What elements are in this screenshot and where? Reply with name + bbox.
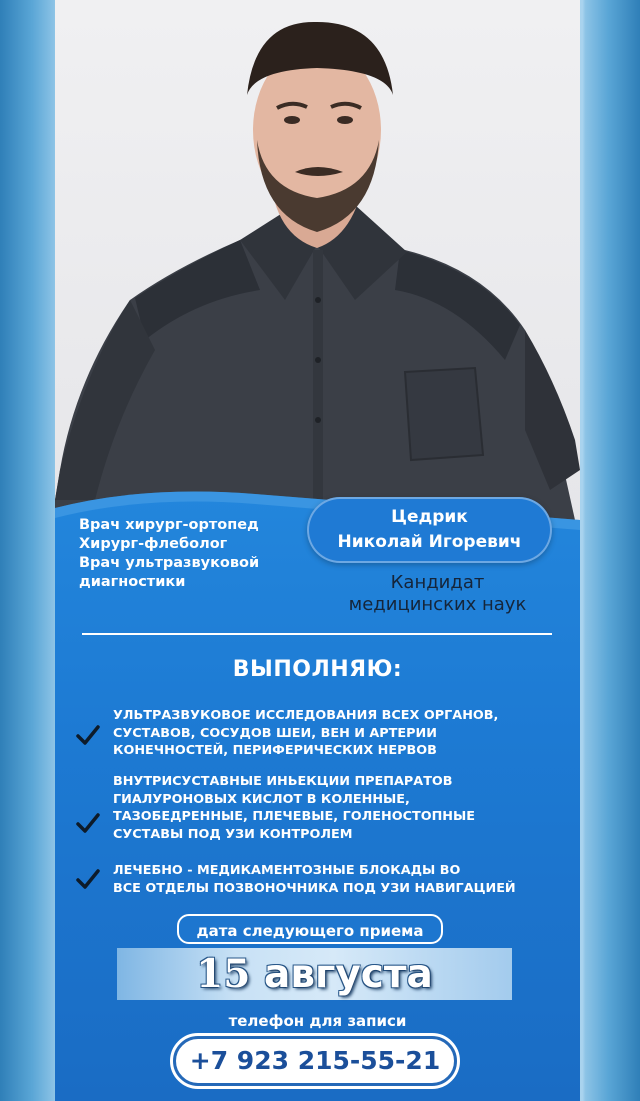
appointment-date	[117, 948, 512, 1000]
doctor-given-name: Николай Игоревич	[337, 532, 522, 552]
service-line: ВСЕ ОТДЕЛЫ ПОЗВОНОЧНИКА ПОД УЗИ НАВИГАЦИЕЙ	[113, 880, 516, 896]
appointment-day: 15	[196, 951, 251, 997]
doctor-surname: Цедрик	[391, 507, 468, 527]
next-appointment-label: дата следующего приема	[177, 914, 443, 944]
service-line: СУСТАВЫ ПОД УЗИ КОНТРОЛЕМ	[113, 826, 353, 842]
services-title: ВЫПОЛНЯЮ:	[232, 657, 403, 682]
service-line: КОНЕЧНОСТЕЙ, ПЕРИФЕРИЧЕСКИХ НЕРВОВ	[113, 743, 437, 758]
check-icon	[75, 810, 101, 836]
role-line: Врач ультразвуковой	[79, 555, 260, 571]
doctor-name-badge	[307, 497, 552, 563]
service-line: ЛЕЧЕБНО - МЕДИКАМЕНТОЗНЫЕ БЛОКАДЫ ВО	[113, 863, 461, 878]
degree-line: медицинских наук	[348, 594, 527, 615]
service-line: УЛЬТРАЗВУКОВОЕ ИССЛЕДОВАНИЯ ВСЕХ ОРГАНОВ,	[113, 708, 499, 723]
role-line: Хирург-флеболог	[79, 536, 228, 552]
doctor-portrait-photo	[55, 0, 580, 520]
divider	[82, 633, 552, 635]
service-line: СУСТАВОВ, СОСУДОВ ШЕИ, ВЕН И АРТЕРИИ	[113, 725, 437, 741]
degree-line: Кандидат	[390, 572, 485, 593]
role-line: Врач хирург-ортопед	[79, 517, 259, 533]
phone-number[interactable]: +7 923 215-55-21	[173, 1036, 457, 1086]
doctor-roles	[79, 516, 309, 592]
phone-label: телефон для записи	[228, 1012, 407, 1030]
service-line: ТАЗОБЕДРЕННЫЕ, ПЛЕЧЕВЫЕ, ГОЛЕНОСТОПНЫЕ	[113, 809, 475, 824]
check-icon	[75, 722, 101, 748]
service-line: ГИАЛУРОНОВЫХ КИСЛОТ В КОЛЕННЫЕ,	[113, 791, 410, 807]
service-item	[113, 707, 553, 760]
role-line: диагностики	[79, 574, 186, 590]
appointment-month: августа	[264, 952, 433, 997]
service-line: ВНУТРИСУСТАВНЫЕ ИНЬЕКЦИИ ПРЕПАРАТОВ	[113, 774, 453, 789]
service-item	[113, 773, 553, 843]
service-item	[113, 862, 553, 897]
academic-degree	[325, 572, 550, 616]
poster	[55, 0, 580, 1101]
check-icon	[75, 866, 101, 892]
